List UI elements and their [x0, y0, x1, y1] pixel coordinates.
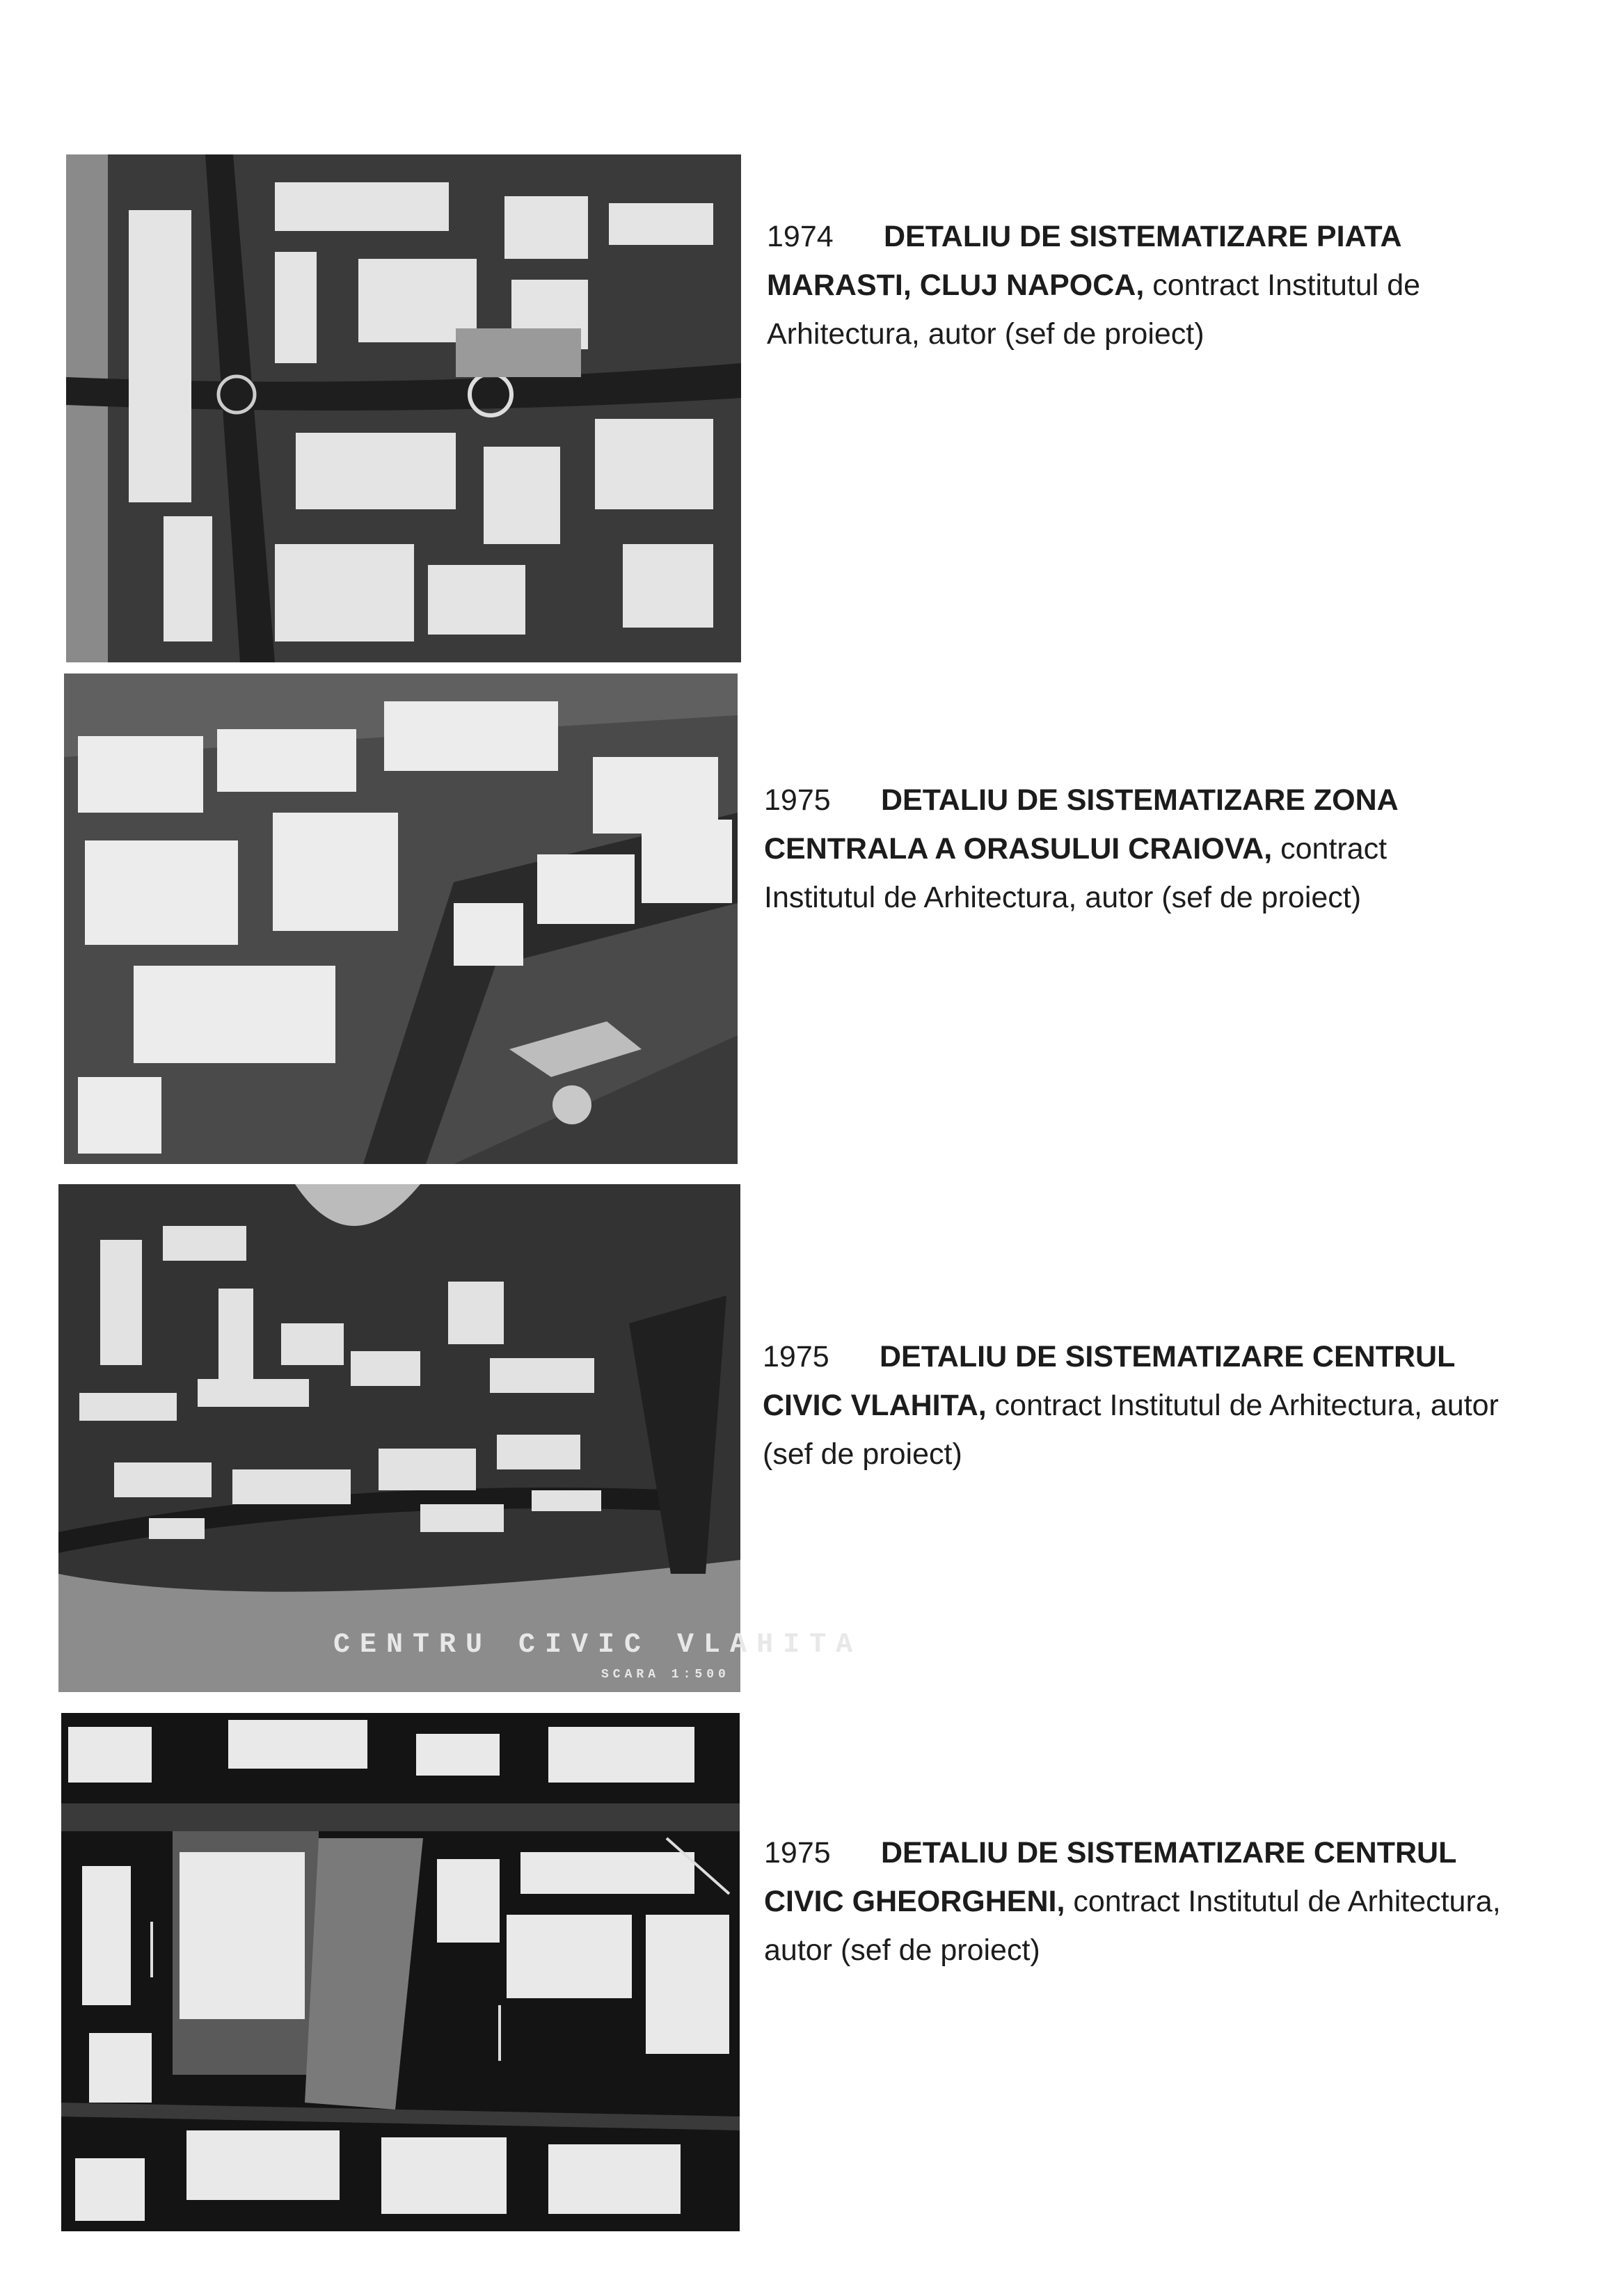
image-label-scale: SCARA 1:500	[601, 1668, 730, 1682]
project-description: contract Institutul de Arhitectura, autor (sef de proiect)	[767, 269, 1421, 351]
urban-model-photo-gheorgheni	[61, 1713, 740, 2231]
project-year: 1974	[767, 220, 834, 253]
project-title: DETALIU DE SISTEMATIZARE ZONA CENTRALA A ORASULUI CRAIOVA,	[764, 783, 1398, 866]
project-title: DETALIU DE SISTEMATIZARE PIATA MARASTI, CLUJ NAPOCA,	[767, 220, 1401, 302]
project-caption-2	[764, 776, 1502, 922]
project-caption-3	[763, 1332, 1500, 1478]
project-description: contract Institutul de Arhitectura, autor (sef de proiect)	[764, 1885, 1501, 1967]
project-caption-1	[767, 212, 1504, 358]
urban-model-photo-marasti	[66, 154, 741, 662]
project-title: DETALIU DE SISTEMATIZARE CENTRUL CIVIC GHEORGHENI,	[764, 1836, 1456, 1918]
urban-model-photo-craiova	[64, 673, 738, 1164]
project-year: 1975	[764, 783, 831, 817]
project-description: contract Institutul de Arhitectura, autor (sef de proiect)	[763, 1389, 1499, 1471]
image-label-title: CENTRU CIVIC VLAHITA	[333, 1629, 863, 1661]
project-title: DETALIU DE SISTEMATIZARE CENTRUL CIVIC VLAHITA,	[763, 1340, 1455, 1422]
project-caption-4	[764, 1828, 1502, 1975]
project-year: 1975	[764, 1836, 831, 1870]
project-year: 1975	[763, 1340, 829, 1373]
project-description: contract Institutul de Arhitectura, autor (sef de proiect)	[764, 832, 1388, 914]
